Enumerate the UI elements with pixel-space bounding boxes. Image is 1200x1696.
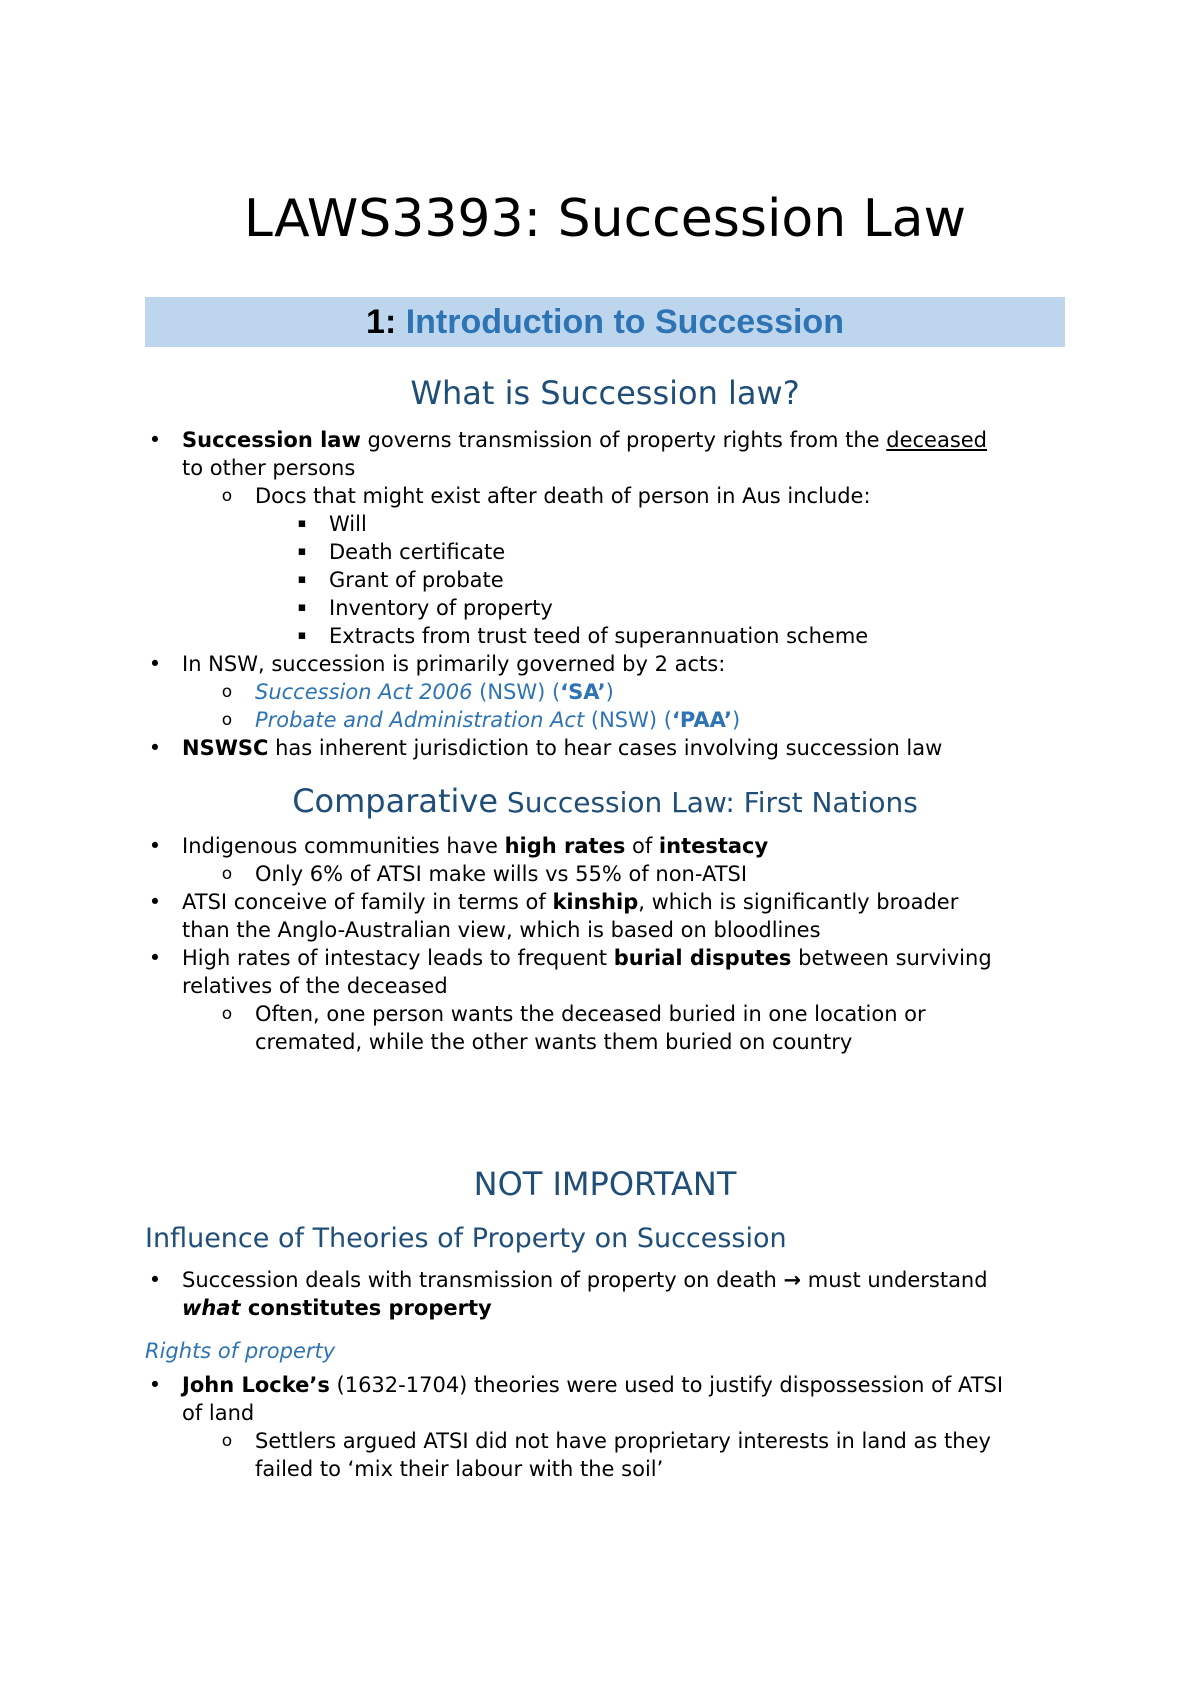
bullet: • xyxy=(148,736,162,760)
document-page xyxy=(145,0,1065,1696)
rights-list xyxy=(145,1371,1065,1483)
term-succession-law: Succession law xyxy=(182,428,361,452)
list-item: o Probate and Administration Act (NSW) (‘PAA’) xyxy=(145,706,1065,734)
bullet: o xyxy=(221,682,233,702)
bullet: o xyxy=(221,864,233,884)
cite-paa: Probate and Administration Act xyxy=(255,708,585,732)
section-title: Introduction to Succession xyxy=(405,303,844,341)
list-item: • Indigenous communities have high rates of intestacy xyxy=(145,832,1065,860)
bullet: o xyxy=(221,1004,233,1024)
heading-rights-of-property: Rights of property xyxy=(145,1339,336,1363)
list-item: • ATSI conceive of family in terms of kinship, which is significantly broader than the Anglo-Australian view, which is based on bloodlines xyxy=(145,888,1065,944)
list-item: ▪ Will xyxy=(145,510,1065,538)
bullet: • xyxy=(148,1373,162,1397)
list-item: • In NSW, succession is primarily governed by 2 acts: xyxy=(145,650,1065,678)
document-title: LAWS3393: Succession Law xyxy=(243,189,967,249)
list-item: ▪ Extracts from trust teed of superannuation scheme xyxy=(145,622,1065,650)
heading-influence: Influence of Theories of Property on Succession xyxy=(145,1223,787,1254)
bullet: ▪ xyxy=(297,572,307,587)
list-item: o Only 6% of ATSI make wills vs 55% of non-ATSI xyxy=(145,860,1065,888)
bullet: • xyxy=(148,428,162,452)
list-item: • High rates of intestacy leads to frequent burial disputes between surviving relatives of the deceased xyxy=(145,944,1065,1000)
bullet: ▪ xyxy=(297,600,307,615)
section-number: 1: xyxy=(366,303,397,341)
bullet: • xyxy=(148,1268,162,1292)
bullet: • xyxy=(148,946,162,970)
bullet: o xyxy=(221,1431,233,1451)
arrow-icon: → xyxy=(783,1268,802,1292)
bullet: • xyxy=(148,834,162,858)
comparative-list xyxy=(145,832,1065,1056)
list-item: • Succession law governs transmission of property rights from the deceased to other persons xyxy=(145,426,1065,482)
bullet: ▪ xyxy=(297,516,307,531)
bullet: ▪ xyxy=(297,544,307,559)
section-banner xyxy=(145,297,1065,347)
list-item: ▪ Death certificate xyxy=(145,538,1065,566)
list-item: o Succession Act 2006 (NSW) (‘SA’) xyxy=(145,678,1065,706)
bullet: o xyxy=(221,486,233,506)
heading-what-is: What is Succession law? xyxy=(410,374,800,412)
list-item: • John Locke’s (1632-1704) theories were used to justify dispossession of ATSI of land xyxy=(145,1371,1065,1427)
influence-list xyxy=(145,1266,1065,1322)
heading-not-important: NOT IMPORTANT xyxy=(473,1165,737,1203)
list-item: o Often, one person wants the deceased buried in one location or cremated, while the other wants them buried on country xyxy=(145,1000,1065,1056)
bullet: ▪ xyxy=(297,628,307,643)
list-item: ▪ Grant of probate xyxy=(145,566,1065,594)
bullet: o xyxy=(221,710,233,730)
list-item: o Settlers argued ATSI did not have proprietary interests in land as they failed to ‘mix their labour with the soil’ xyxy=(145,1427,1065,1483)
term-deceased: deceased xyxy=(886,428,988,452)
list-item: • NSWSC has inherent jurisdiction to hear cases involving succession law xyxy=(145,734,1065,762)
list-item: o Docs that might exist after death of person in Aus include: xyxy=(145,482,1065,510)
list-item: ▪ Inventory of property xyxy=(145,594,1065,622)
list-item: • Succession deals with transmission of property on death → must understand what constitutes property xyxy=(145,1266,1065,1322)
heading-comparative: Comparative Succession Law: First Nations xyxy=(292,782,918,820)
bullet: • xyxy=(148,652,162,676)
cite-succession-act: Succession Act 2006 xyxy=(255,680,473,704)
bullet: • xyxy=(148,890,162,914)
what-is-list xyxy=(145,426,1065,762)
